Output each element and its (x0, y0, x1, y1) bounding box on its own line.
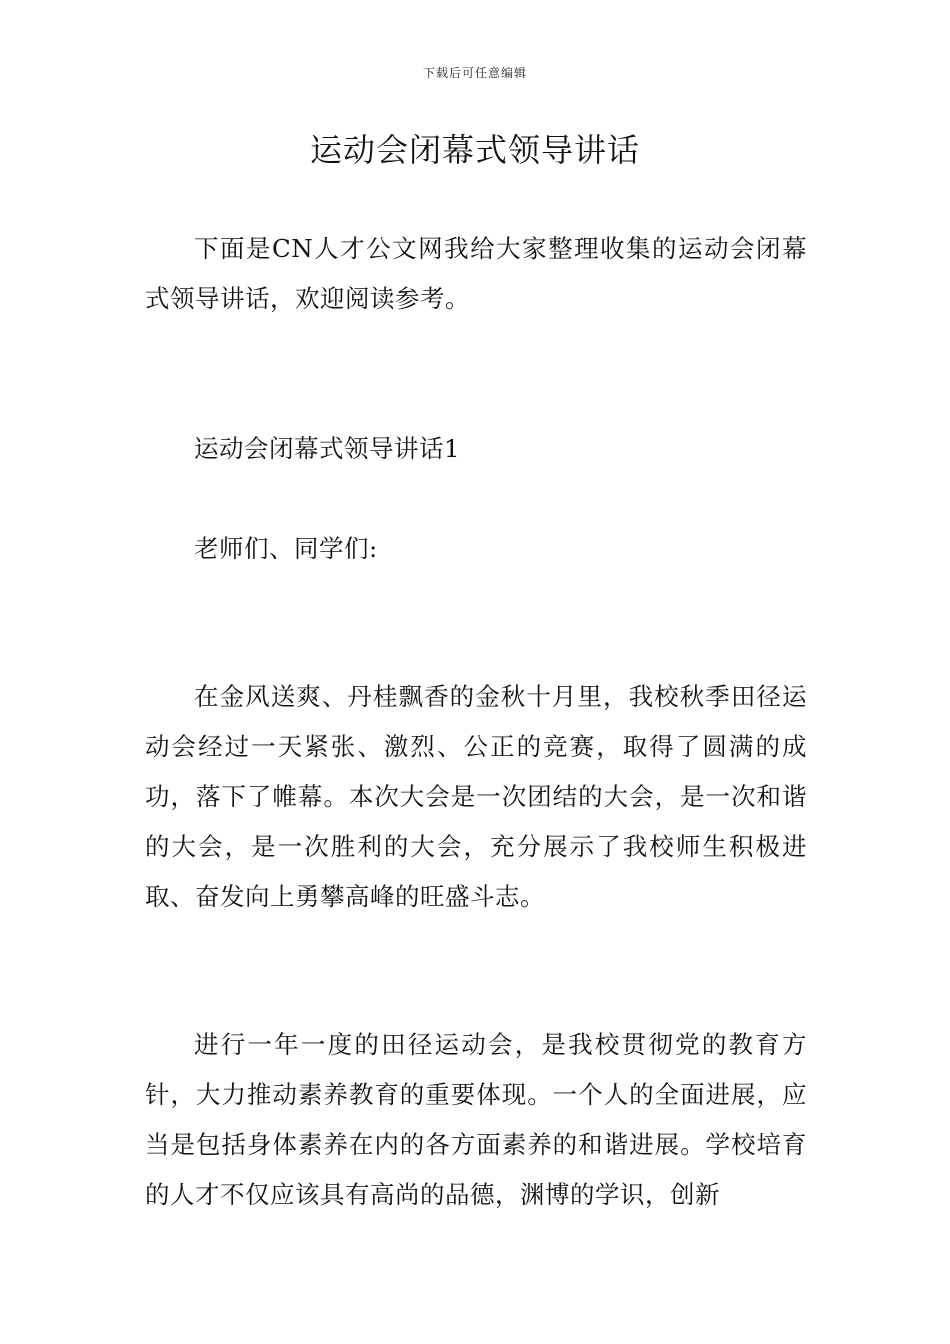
document-title: 运动会闭幕式领导讲话 (309, 131, 640, 169)
header-note: 下载后可任意编辑 (422, 66, 527, 80)
intro-paragraph: 下面是CN人才公文网我给大家整理收集的运动会闭幕式领导讲话，欢迎阅读参考。 (145, 234, 807, 313)
body-paragraph-1: 在金风送爽、丹桂飘香的金秋十月里，我校秋季田径运动会经过一天紧张、激烈、公正的竞赛，取得了圆满的成功，落下了帷幕。本次大会是一次团结的大会，是一次和谐的大会，是一次胜利的大会，充分展示了我校师生积极进取、奋发向上勇攀高峰的旺盛斗志。 (145, 682, 807, 911)
body-paragraph-2: 进行一年一度的田径运动会，是我校贯彻党的教育方针，大力推动素养教育的重要体现。一个人的全面进展，应当是包括身体素养在内的各方面素养的和谐进展。学校培育的人才不仅应该具有高尚的品德，渊博的学识，创新 (145, 1030, 807, 1209)
section-heading: 运动会闭幕式领导讲话1 (194, 434, 461, 463)
greeting-paragraph: 老师们、同学们: (194, 534, 378, 563)
